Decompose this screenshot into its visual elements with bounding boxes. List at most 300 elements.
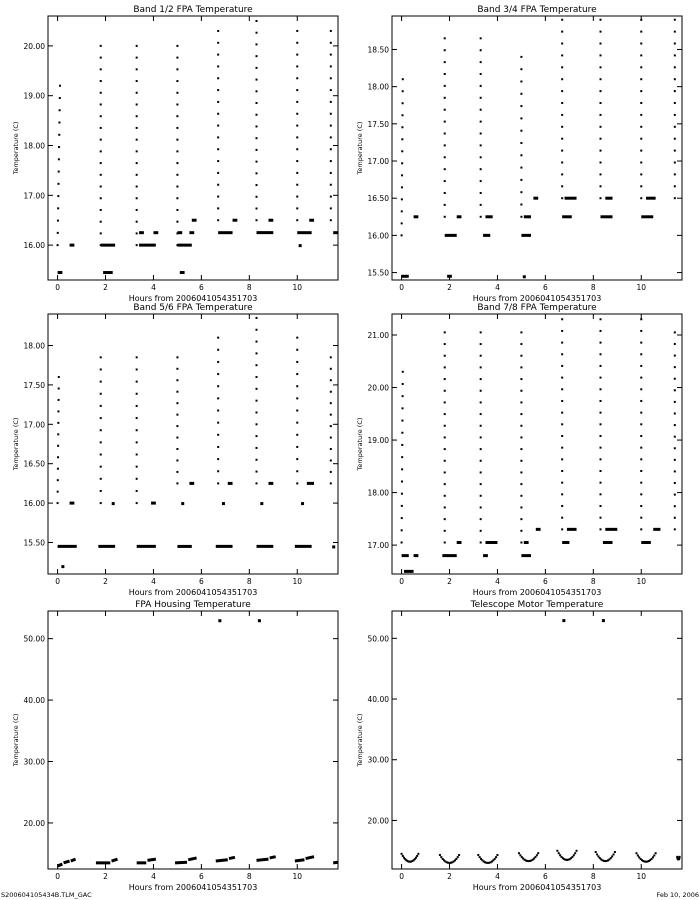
data-point [674,482,676,484]
data-point [256,196,258,198]
data-point [600,528,602,530]
data-point [401,456,403,458]
data-point [57,479,59,481]
data-point [480,518,482,520]
data-point [217,30,219,32]
data-point [256,376,258,378]
data-point [330,184,332,186]
data-point [136,490,138,492]
data-point [296,434,298,436]
data-point [520,203,522,205]
data-point [640,197,642,199]
data-point [444,109,446,111]
data-point [176,150,178,152]
data-point [600,377,602,379]
data-point [637,854,639,856]
data-point [296,207,298,209]
data-point [136,381,138,383]
data-point [640,447,642,449]
data-point [176,162,178,164]
data-point [480,144,482,146]
data-point [256,172,258,174]
data-point [330,42,332,44]
data-point [58,134,60,136]
data-point [561,90,563,92]
data-point [520,216,522,218]
x-tick-label: 2 [447,872,452,881]
data-point [330,125,332,127]
data-run [333,862,338,863]
x-tick-label: 2 [103,577,108,586]
data-point [520,506,522,508]
data-point [600,197,602,199]
data-point [402,371,404,373]
data-point [401,420,403,422]
y-tick-label: 18.00 [23,141,45,151]
chart-panel-2 [356,5,682,303]
data-point [444,436,446,438]
data-point [256,423,258,425]
data-point [57,410,59,412]
data-point [640,318,642,320]
data-point [136,232,138,234]
data-point [256,459,258,461]
data-point [330,30,332,32]
data-point [444,413,446,415]
data-point [640,31,642,33]
y-tick-label: 16.50 [23,459,45,469]
y-axis-label: Temperature (C) [12,417,20,471]
data-point [176,379,178,381]
data-point [520,355,522,357]
data-point [444,366,446,368]
x-tick-label: 4 [151,283,156,292]
data-point [296,337,298,339]
footer-filename: S200604105434B.TLM_GAC [1,891,92,899]
data-point [176,414,178,416]
y-axis-label: Temperature (C) [356,713,364,767]
data-point [330,368,332,370]
data-point [480,109,482,111]
data-point [674,378,676,380]
data-point [561,458,563,460]
data-point [444,401,446,403]
data-point [136,162,138,164]
data-point [520,425,522,427]
data-point [480,355,482,357]
data-point [100,150,102,152]
data-point [480,121,482,123]
data-point [674,126,676,128]
data-point [444,132,446,134]
data-run [257,859,269,860]
data-point [600,470,602,472]
y-tick-label: 20.00 [23,818,45,828]
data-point [480,192,482,194]
data-point [256,447,258,449]
data-point [674,436,676,438]
data-point [217,422,219,424]
x-tick-label: 6 [198,283,204,292]
data-point [595,851,597,853]
data-point [561,162,563,164]
data-point [444,168,446,170]
data-point [640,66,642,68]
chart-panel-5 [12,600,338,892]
data-point [444,425,446,427]
data-point [181,502,184,505]
data-point [256,149,258,151]
data-point [520,471,522,473]
data-point [640,505,642,507]
data-point [136,393,138,395]
data-point [217,446,219,448]
data-point [176,92,178,94]
data-point [136,150,138,152]
data-point [136,244,138,246]
data-point [100,429,102,431]
data-point [256,352,258,354]
data-point [600,412,602,414]
data-point [640,458,642,460]
data-series [57,20,338,273]
data-point [573,854,575,856]
data-point [256,67,258,69]
data-point [57,195,59,197]
y-tick-label: 40.00 [23,696,45,706]
data-point [655,852,657,854]
data-point [561,114,563,116]
data-point [520,413,522,415]
data-point [518,852,520,854]
data-point [444,506,446,508]
data-point [176,174,178,176]
data-point [674,31,676,33]
data-point [674,114,676,116]
data-point [640,517,642,519]
data-point [520,390,522,392]
data-point [520,448,522,450]
data-point [330,356,332,358]
data-point [100,490,102,492]
data-point [561,447,563,449]
data-series [57,317,336,568]
x-tick-label: 6 [198,872,204,881]
x-tick-label: 4 [495,577,500,586]
data-point [136,186,138,188]
data-point [674,424,676,426]
data-point [674,447,676,449]
data-point [296,410,298,412]
data-point [100,466,102,468]
data-point [176,57,178,59]
data-point [561,493,563,495]
y-tick-label: 18.50 [367,45,389,55]
data-point [520,191,522,193]
data-point [296,65,298,67]
data-point [57,456,59,458]
data-point [600,19,602,21]
data-point [674,331,676,333]
data-point [561,528,563,530]
data-point [556,850,558,852]
data-point [217,458,219,460]
data-point [600,66,602,68]
data-run [147,859,155,860]
data-point [176,209,178,211]
data-point [480,460,482,462]
data-point [640,162,642,164]
data-point [176,197,178,199]
data-point [561,353,563,355]
y-tick-label: 16.50 [367,194,389,204]
y-tick-label: 50.00 [23,634,45,644]
data-point [59,97,61,99]
data-point [330,459,332,461]
data-point [480,97,482,99]
data-point [217,361,219,363]
data-point [444,460,446,462]
data-point [640,353,642,355]
data-point [217,54,219,56]
data-point [520,154,522,156]
data-point [458,854,460,856]
data-point [520,530,522,532]
data-point [176,356,178,358]
data-point [256,20,258,22]
data-point [536,854,538,856]
data-point [674,54,676,56]
data-point [222,502,225,505]
y-tick-label: 19.00 [23,91,45,101]
data-point [136,127,138,129]
data-point [61,565,64,568]
data-point [100,174,102,176]
data-point [330,414,332,416]
data-point [561,54,563,56]
data-point [561,400,563,402]
data-point [674,162,676,164]
data-point [561,412,563,414]
data-point [256,317,258,319]
data-point [330,196,332,198]
data-point [217,113,219,115]
data-point [600,90,602,92]
data-point [330,89,332,91]
data-point [520,142,522,144]
data-point [296,54,298,56]
chart-title: Band 3/4 FPA Temperature [477,5,597,15]
data-point [57,468,59,470]
x-tick-label: 0 [55,577,60,586]
x-tick-label: 4 [495,872,500,881]
data-point [561,138,563,140]
data-run [71,859,76,861]
data-point [401,493,403,495]
data-point [561,173,563,175]
data-point [136,68,138,70]
x-tick-label: 6 [542,577,548,586]
data-point [100,356,102,358]
data-point [561,185,563,187]
data-point [256,55,258,57]
data-point [600,126,602,128]
data-point [332,545,335,548]
data-point [674,494,676,496]
data-point [520,68,522,70]
data-point [520,93,522,95]
chart-panel-6 [356,600,682,892]
data-point [100,393,102,395]
data-point [176,45,178,47]
data-point [330,101,332,103]
data-point [640,528,642,530]
data-point [444,448,446,450]
data-point [480,366,482,368]
data-point [480,73,482,75]
y-tick-label: 17.00 [23,191,45,201]
data-point [520,401,522,403]
data-point [613,853,615,855]
data-point [480,378,482,380]
data-point [136,368,138,370]
x-tick-label: 8 [246,577,252,586]
data-point [401,468,403,470]
x-axis-label: Hours from 2006041054351703 [472,588,602,597]
data-point [401,541,403,543]
y-tick-label: 16.00 [23,499,45,509]
data-point [256,341,258,343]
data-point [176,402,178,404]
data-point [640,330,642,332]
data-point [600,78,602,80]
data-point [401,444,403,446]
data-point [59,85,61,87]
data-point [176,425,178,427]
data-point [136,80,138,82]
data-point [58,122,60,124]
data-point [561,66,563,68]
data-point [480,85,482,87]
data-point [256,125,258,127]
data-point [176,139,178,141]
x-tick-label: 8 [590,577,596,586]
y-tick-label: 18.00 [367,488,389,498]
data-point [136,139,138,141]
data-point [296,172,298,174]
data-point [614,851,616,853]
x-tick-label: 10 [636,283,647,292]
data-point [402,114,404,116]
x-tick-label: 8 [590,872,596,881]
data-point [674,185,676,187]
x-tick-label: 6 [542,283,548,292]
data-point [444,121,446,123]
data-point [444,204,446,206]
data-point [100,405,102,407]
data-point [136,174,138,176]
data-point [296,77,298,79]
data-point [330,471,332,473]
data-point [217,125,219,127]
x-tick-label: 10 [292,872,303,881]
chart-title: Band 5/6 FPA Temperature [133,303,253,313]
data-point [136,502,138,504]
data-point [296,30,298,32]
data-point [100,197,102,199]
data-point [640,377,642,379]
data-point [520,378,522,380]
data-point [537,852,539,854]
data-point [444,156,446,158]
data-point [561,31,563,33]
data-run [270,857,276,858]
data-point [600,185,602,187]
data-point [520,179,522,181]
data-point [258,619,261,622]
data-point [401,186,403,188]
data-point [674,355,676,357]
data-series [401,318,676,571]
x-tick-label: 8 [246,872,252,881]
data-point [100,139,102,141]
data-point [561,318,563,320]
data-point [561,102,563,104]
data-point [479,856,481,858]
data-point [217,434,219,436]
data-point [136,417,138,419]
x-tick-label: 0 [55,872,60,881]
data-point [674,19,676,21]
data-point [256,388,258,390]
data-point [417,853,419,855]
data-point [600,482,602,484]
data-point [299,244,302,247]
data-series [401,619,681,864]
data-point [402,855,404,857]
data-point [330,77,332,79]
data-point [600,365,602,367]
data-point [402,90,404,92]
data-point [58,399,60,401]
data-point [520,518,522,520]
data-point [57,502,59,504]
data-point [455,858,457,860]
data-point [444,37,446,39]
chart-title: Band 1/2 FPA Temperature [133,5,253,15]
data-point [401,150,403,152]
data-point [176,459,178,461]
data-point [640,54,642,56]
y-tick-label: 18.00 [367,82,389,92]
data-point [296,89,298,91]
data-point [439,854,441,856]
data-point [674,505,676,507]
data-point [679,856,681,858]
data-point [176,437,178,439]
y-tick-label: 20.00 [367,816,389,826]
data-point [136,92,138,94]
data-point [100,162,102,164]
data-point [600,114,602,116]
x-tick-label: 0 [399,577,404,586]
data-point [561,482,563,484]
plot-frame [48,611,338,869]
data-point [402,407,404,409]
y-tick-label: 17.00 [367,541,389,551]
data-point [100,45,102,47]
x-tick-label: 0 [399,872,404,881]
